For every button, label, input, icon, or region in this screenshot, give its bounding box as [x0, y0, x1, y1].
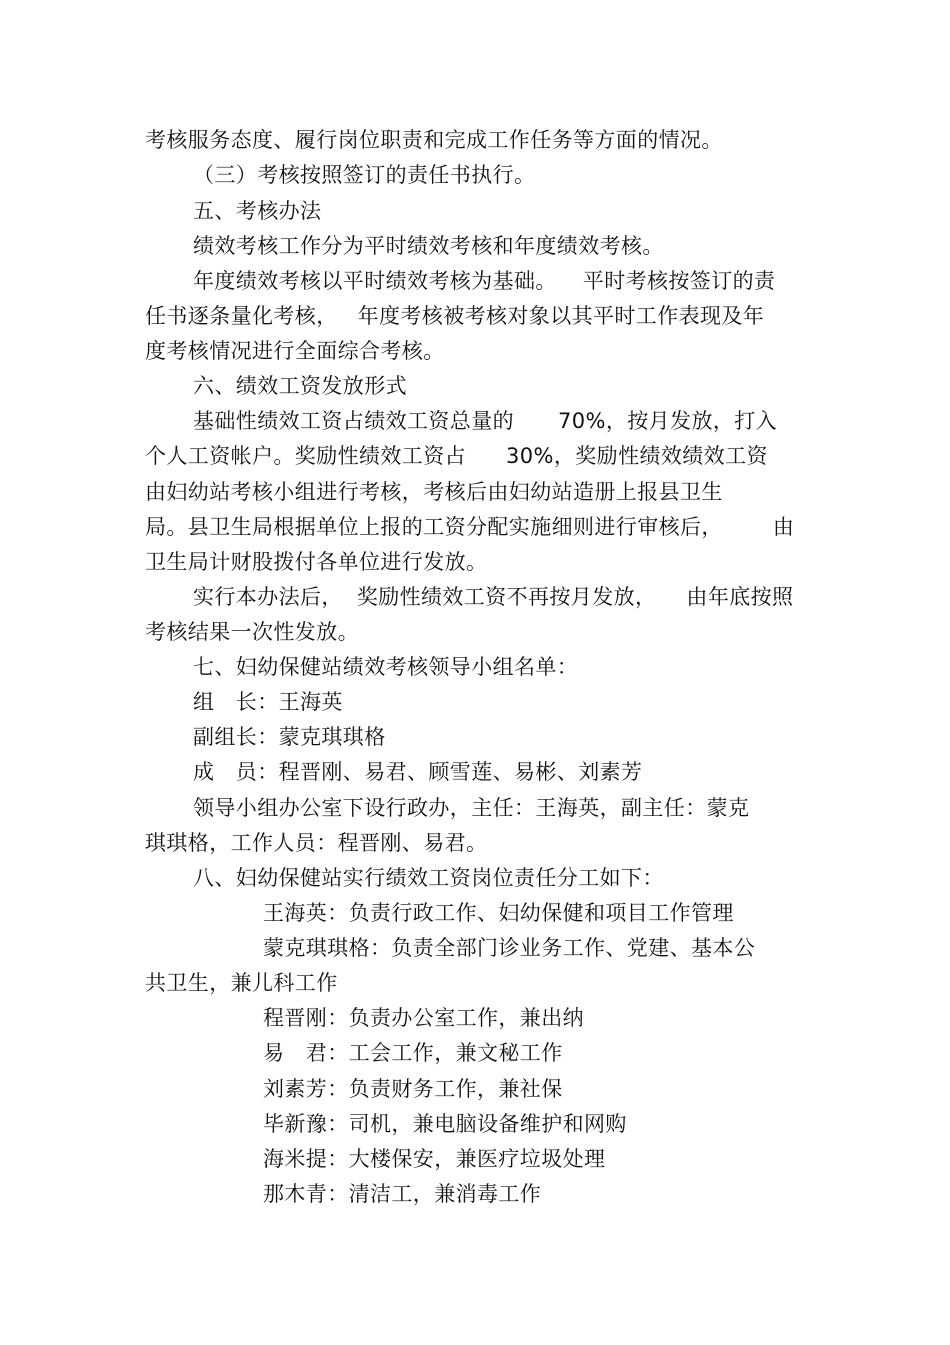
text-line: 琪琪格，工作人员：程晋刚、易君。: [145, 831, 488, 855]
text-line: 易 君：工会工作，兼文秘工作: [263, 1041, 563, 1065]
text-line: 个人工资帐户。奖励性绩效工资占 30%，奖励性绩效绩效工资: [145, 444, 768, 468]
section-heading: 八、妇幼保健站实行绩效工资岗位责任分工如下：: [193, 866, 664, 890]
text-line: 副组长：蒙克琪琪格: [193, 725, 386, 749]
text-line: 绩效考核工作分为平时绩效考核和年度绩效考核。: [193, 234, 664, 258]
text-line: 局。县卫生局根据单位上报的工资分配实施细则进行审核后， 由: [145, 515, 795, 539]
text-line: 领导小组办公室下设行政办，主任：王海英，副主任：蒙克: [193, 796, 750, 820]
text-line: 度考核情况进行全面综合考核。: [145, 339, 445, 363]
text-line: 考核服务态度、履行岗位职责和完成工作任务等方面的情况。: [145, 128, 723, 152]
text-line: 王海英：负责行政工作、妇幼保健和项目工作管理: [263, 901, 734, 925]
text-line: 刘素芳：负责财务工作，兼社保: [263, 1077, 563, 1101]
text-line: 组 长：王海英: [193, 690, 343, 714]
text-line: （三）考核按照签订的责任书执行。: [193, 163, 536, 187]
text-line: 成 员：程晋刚、易君、顾雪莲、易彬、刘素芳: [193, 760, 643, 784]
text-line: 年度绩效考核以平时绩效考核为基础。 平时考核按签订的责: [193, 269, 776, 293]
text-line: 毕新豫：司机，兼电脑设备维护和网购: [263, 1112, 627, 1136]
text-line: 考核结果一次性发放。: [145, 620, 359, 644]
text-line: 实行本办法后， 奖励性绩效工资不再按月发放， 由年底按照: [193, 585, 794, 609]
text-line: 卫生局计财股拨付各单位进行发放。: [145, 550, 488, 574]
text-line: 海米提：大楼保安，兼医疗垃圾处理: [263, 1147, 606, 1171]
text-line: 程晋刚：负责办公室工作，兼出纳: [263, 1006, 584, 1030]
section-heading: 六、绩效工资发放形式: [193, 374, 407, 398]
text-line: 那木青：清洁工，兼消毒工作: [263, 1182, 542, 1206]
text-line: 蒙克琪琪格：负责全部门诊业务工作、党建、基本公: [263, 936, 756, 960]
text-line: 任书逐条量化考核， 年度考核被考核对象以其平时工作表现及年: [145, 304, 765, 328]
text-line: 由妇幼站考核小组进行考核，考核后由妇幼站造册上报县卫生: [145, 480, 723, 504]
section-heading: 五、考核办法: [193, 199, 322, 223]
section-heading: 七、妇幼保健站绩效考核领导小组名单：: [193, 655, 579, 679]
text-line: 基础性绩效工资占绩效工资总量的 70%，按月发放，打入: [193, 409, 778, 433]
text-line: 共卫生，兼儿科工作: [145, 971, 338, 995]
